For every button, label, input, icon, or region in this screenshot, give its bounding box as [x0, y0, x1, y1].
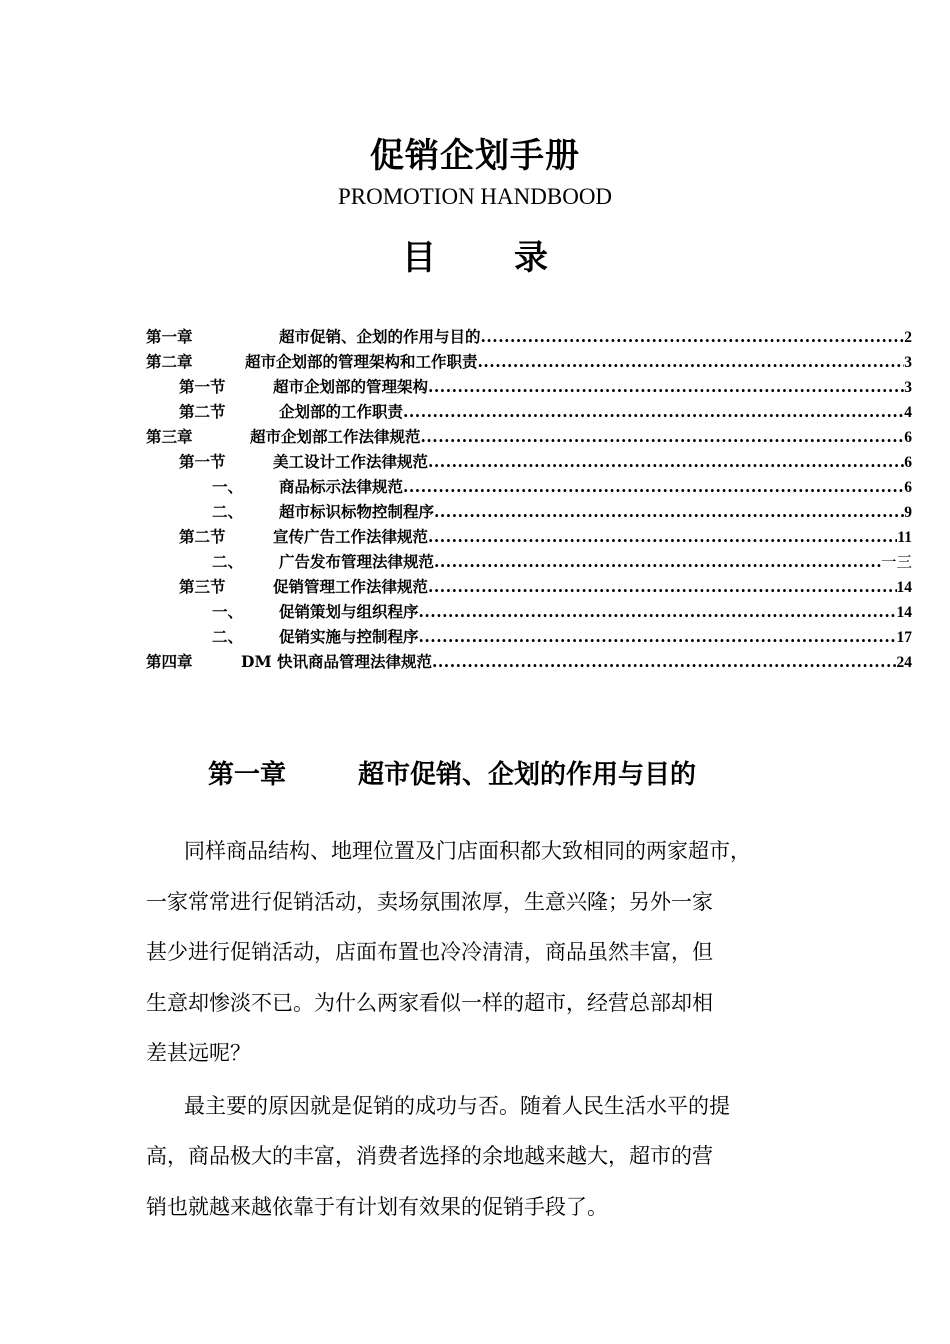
- toc-entry-number: 第二节: [179, 527, 226, 546]
- toc-entry-label: 广告发布管理法律规范: [279, 552, 435, 571]
- toc-entry-item-3-3-2[interactable]: [146, 624, 912, 649]
- chapter-1-heading: [208, 754, 696, 791]
- toc-entry-number: 一、: [212, 477, 244, 496]
- toc-leader-dots: [421, 424, 905, 449]
- toc-entry-item-3-3-1[interactable]: [146, 599, 912, 624]
- toc-leader-dots: [481, 324, 905, 349]
- toc-entry-label: 促销实施与控制程序: [279, 627, 419, 646]
- paragraph-line: 高，商品极大的丰富，消费者选择的余地越来越大，超市的营: [146, 1144, 713, 1168]
- chapter-1-title: 超市促销、企划的作用与目的: [358, 760, 697, 790]
- toc-entry-page: 3: [904, 354, 912, 371]
- toc-entry-page: 4: [904, 404, 912, 421]
- toc-entry-page: 14: [896, 579, 912, 596]
- toc-leader-dots: [428, 374, 904, 399]
- paragraph-line: 差甚远呢？: [146, 1041, 251, 1065]
- paragraph-line: 销也就越来越依靠于有计划有效果的促销手段了。: [146, 1194, 608, 1219]
- toc-entry-section-3-2[interactable]: [146, 524, 912, 549]
- document-title: 促销企划手册: [370, 136, 580, 176]
- toc-entry-page: 6: [904, 454, 912, 471]
- toc-entry-page: 3: [904, 379, 912, 396]
- toc-leader-dots: [432, 649, 897, 674]
- document-subtitle: PROMOTION HANDBOOD: [337, 184, 613, 209]
- toc-entry-number: 第三节: [179, 577, 226, 596]
- paragraph-line: 生意却惨淡不已。为什么两家看似一样的超市，经营总部却相: [146, 990, 713, 1015]
- toc-entry-number: 第一章: [146, 327, 193, 346]
- toc-entry-page: 一三: [880, 554, 912, 571]
- paragraph-line: 最主要的原因就是促销的成功与否。随着人民生活水平的提: [184, 1093, 730, 1118]
- toc-entry-item-3-2-2[interactable]: [146, 549, 912, 574]
- toc-entry-number: 第二章: [146, 352, 193, 371]
- toc-entry-number: 二、: [212, 552, 244, 571]
- toc-entry-page: 24: [896, 654, 912, 671]
- chapter-1-body: [146, 826, 826, 1232]
- toc-entry-number: 第三章: [146, 427, 193, 446]
- toc-leader-dots: [403, 399, 904, 424]
- toc-entry-number: 第一节: [179, 377, 226, 396]
- toc-entry-label: 超市标识标物控制程序: [279, 502, 435, 521]
- toc-leader-dots: [428, 524, 897, 549]
- toc-entry-section-3-1[interactable]: [146, 449, 912, 474]
- toc-entry-chapter-3[interactable]: [146, 424, 912, 449]
- toc-entry-label: 超市促销、企划的作用与目的: [279, 327, 481, 346]
- toc-entry-page: 6: [904, 429, 912, 446]
- toc-entry-label: 超市企划部的管理架构和工作职责: [245, 352, 478, 371]
- toc-heading-right: 录: [514, 238, 548, 278]
- toc-entry-chapter-4[interactable]: [146, 649, 912, 674]
- toc-heading: [0, 230, 950, 279]
- toc-leader-dots: [478, 349, 905, 374]
- toc-leader-dots: [403, 474, 904, 499]
- toc-entry-page: 17: [896, 629, 912, 646]
- paragraph-1: [146, 826, 826, 1079]
- toc-entry-page: 11: [897, 529, 912, 546]
- toc-entry-label: DM 快讯商品管理法律规范: [241, 652, 432, 671]
- toc-entry-item-3-1-1[interactable]: [146, 474, 912, 499]
- toc-entry-section-2-2[interactable]: [146, 399, 912, 424]
- toc-entry-label: 企划部的工作职责: [279, 402, 404, 421]
- toc-leader-dots: [434, 499, 904, 524]
- toc-entry-section-3-3[interactable]: [146, 574, 912, 599]
- toc-entry-number: 二、: [212, 627, 244, 646]
- paragraph-line: 一家常常进行促销活动，卖场氛围浓厚，生意兴隆；另外一家: [146, 889, 713, 914]
- toc-entry-label: 促销管理工作法律规范: [273, 577, 429, 596]
- paragraph-2: [146, 1081, 826, 1233]
- toc-entry-section-2-1[interactable]: [146, 374, 912, 399]
- toc-entry-page: 2: [904, 329, 912, 346]
- toc-leader-dots: [419, 599, 897, 624]
- toc-entry-label: 宣传广告工作法律规范: [273, 527, 429, 546]
- toc-entry-number: 第一节: [179, 452, 226, 471]
- toc-leader-dots: [434, 549, 881, 574]
- toc-entry-number: 一、: [212, 602, 244, 621]
- toc-entry-chapter-2[interactable]: [146, 349, 912, 374]
- paragraph-line: 甚少进行促销活动，店面布置也冷冷清清，商品虽然丰富，但: [146, 940, 713, 964]
- toc-entry-item-3-1-2[interactable]: [146, 499, 912, 524]
- paragraph-line: 同样商品结构、地理位置及门店面积都大致相同的两家超市，: [184, 839, 751, 863]
- chapter-1-number: 第一章: [208, 760, 287, 790]
- toc-entry-page: 6: [904, 479, 912, 496]
- toc-leader-dots: [419, 624, 897, 649]
- toc-leader-dots: [428, 574, 896, 599]
- toc-entry-page: 14: [896, 604, 912, 621]
- table-of-contents: [146, 324, 912, 674]
- toc-entry-number: 第二节: [179, 402, 226, 421]
- toc-entry-page: 9: [904, 504, 912, 521]
- toc-entry-label: 促销策划与组织程序: [279, 602, 419, 621]
- toc-leader-dots: [428, 449, 904, 474]
- toc-entry-label: 美工设计工作法律规范: [273, 452, 429, 471]
- toc-entry-label: 超市企划部工作法律规范: [250, 427, 421, 446]
- toc-entry-label: 超市企划部的管理架构: [273, 377, 429, 396]
- toc-entry-number: 第四章: [146, 652, 193, 671]
- toc-entry-chapter-1[interactable]: [146, 324, 912, 349]
- toc-entry-number: 二、: [212, 502, 244, 521]
- toc-entry-label: 商品标示法律规范: [279, 477, 404, 496]
- toc-heading-left: 目: [402, 238, 436, 278]
